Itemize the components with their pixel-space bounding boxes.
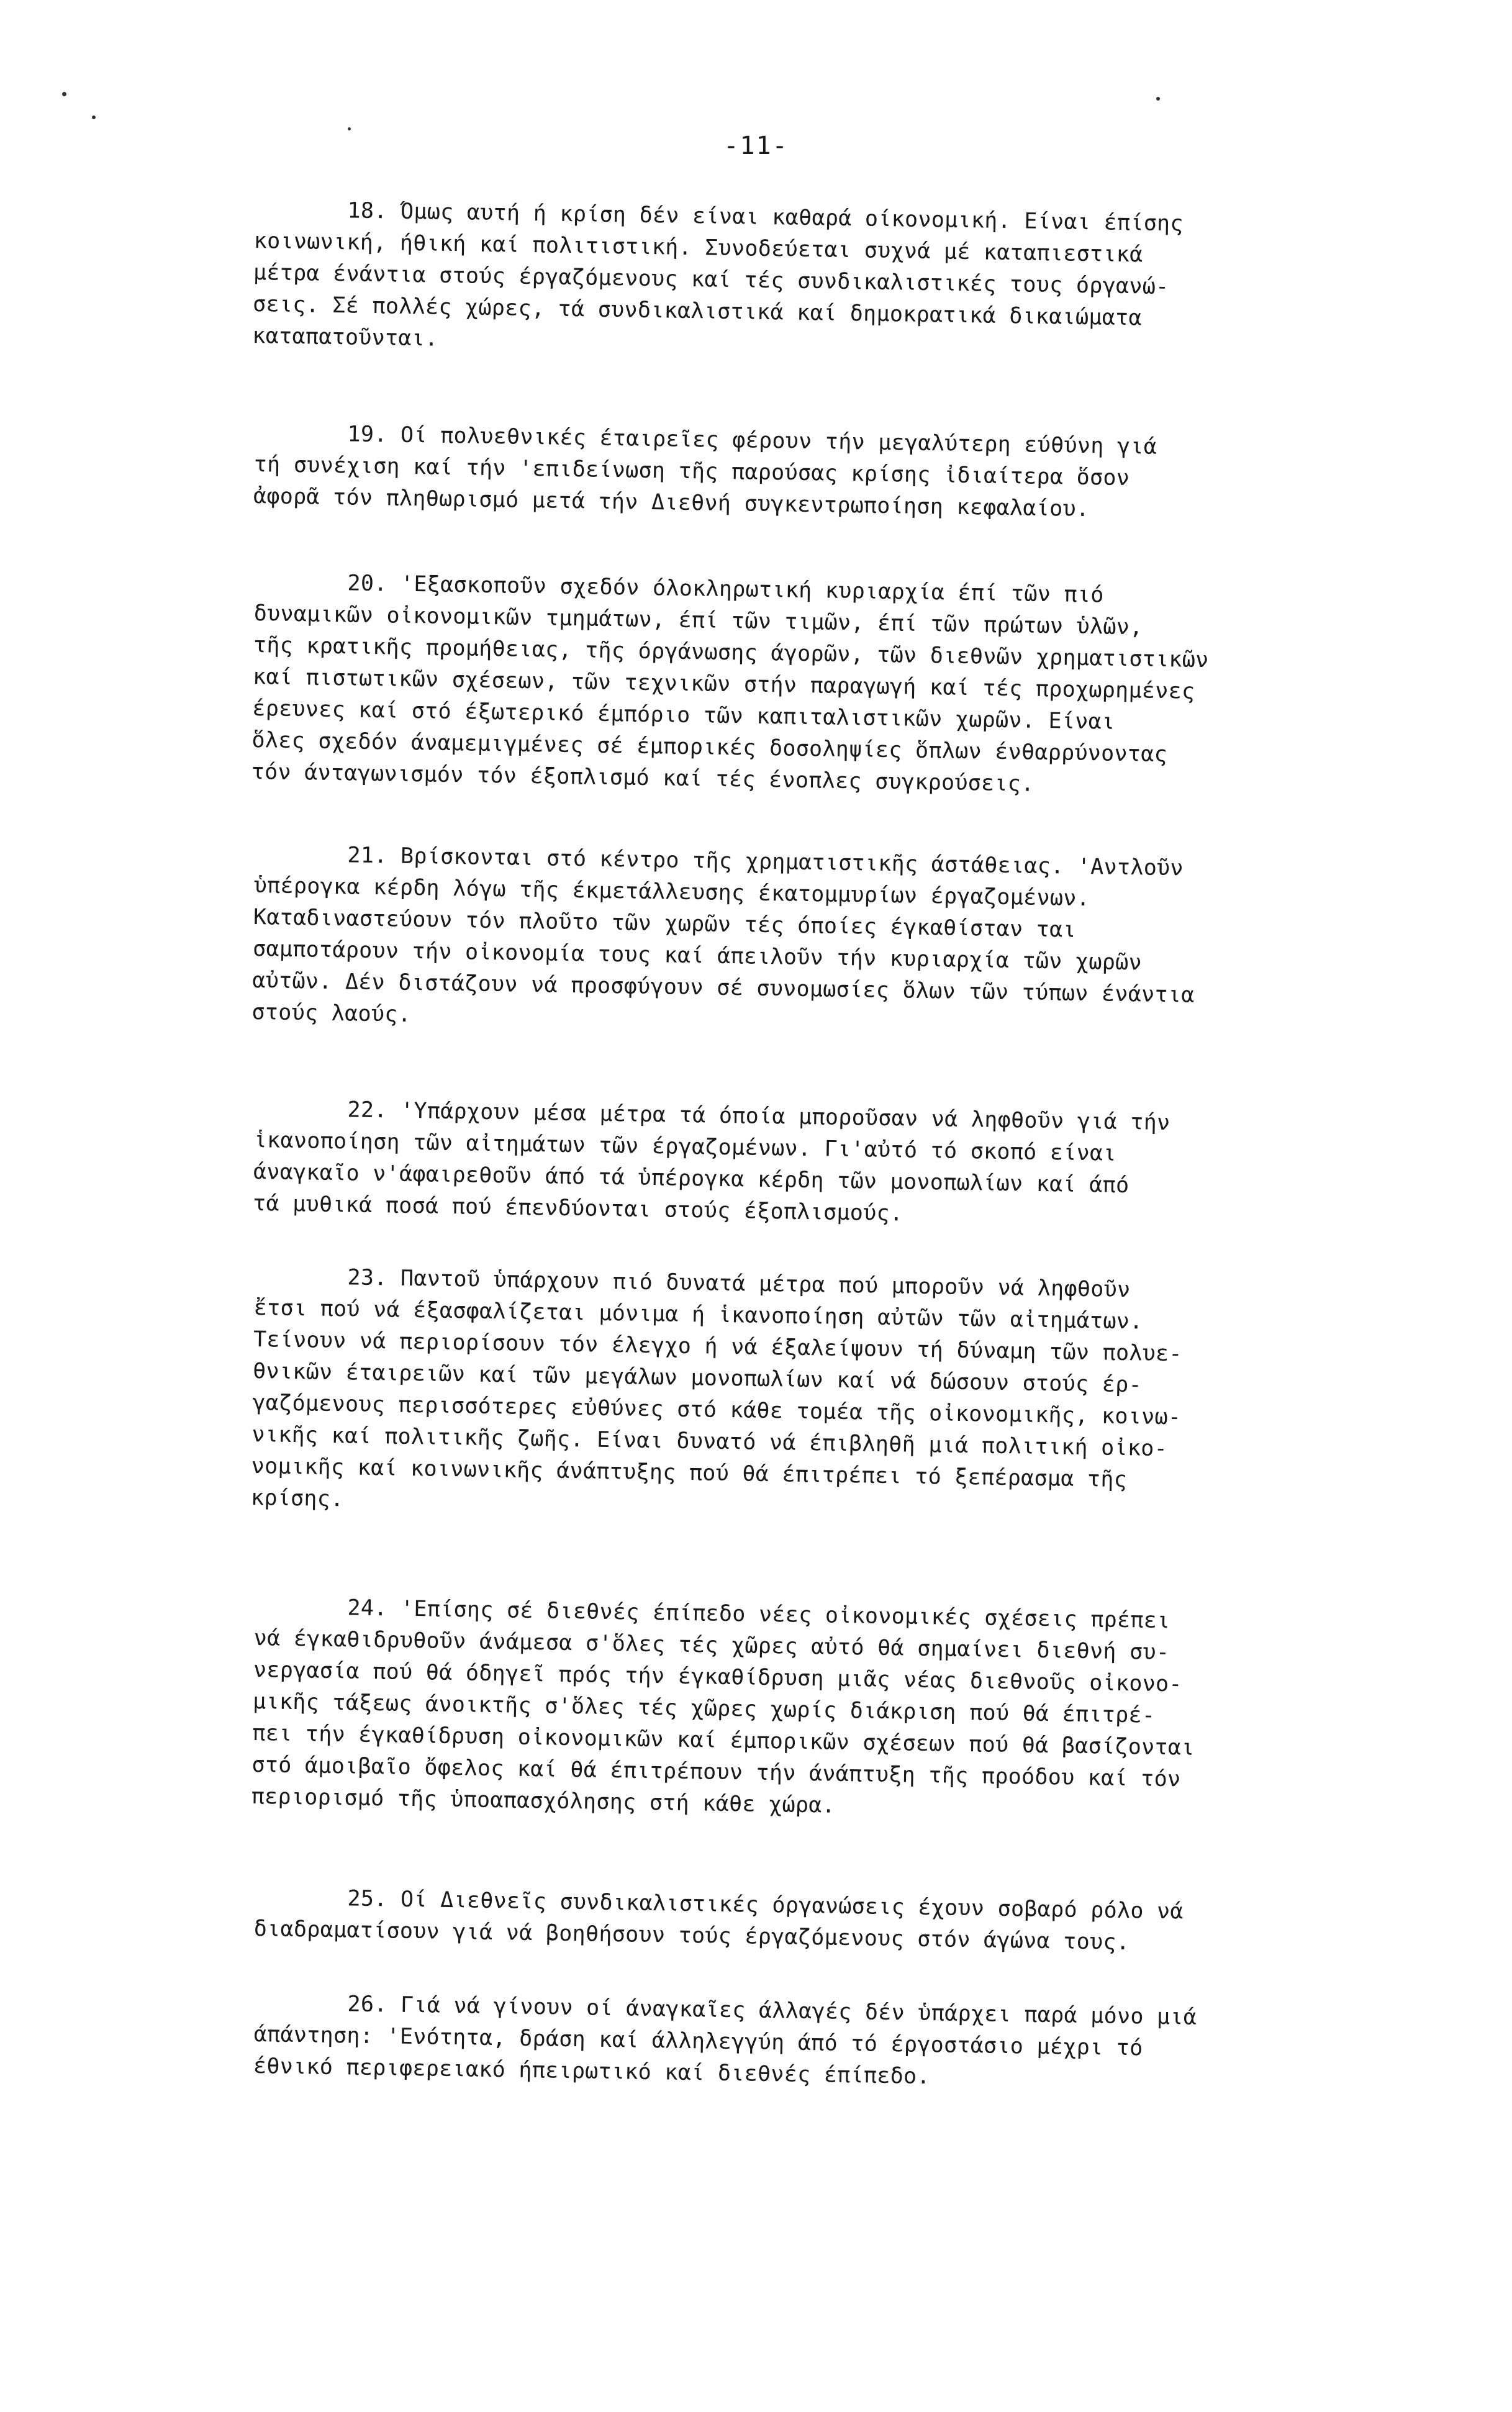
text-line: 23. Παντοῦ ὑπάρχουν πιό δυνατά μέτρα πού μποροῦν νά ληφθοῦν [347, 1265, 1131, 1303]
text-line: στό άμοιβαῖο ὄφελος καί θά έπιτρέπουν τήν άνάπτυξη τῆς προόδου καί τόν [251, 1752, 1181, 1792]
text-line: 25. Οί Διεθνεῖς συνδικαλιστικές όργανώσεις έχουν σοβαρό ρόλο νά [347, 1886, 1184, 1925]
text-line: 18. Όμως αυτή ή κρίση δέν είναι καθαρά οίκονομική. Είναι έπίσης [347, 198, 1184, 237]
text-line: 26. Γιά νά γίνουν οί άναγκαῖες άλλαγές δέν ὑπάρχει παρά μόνο μιά [347, 1992, 1197, 2030]
text-line: δυναμικῶν οἰκονομικῶν τμημάτων, έπί τῶν τιμῶν, έπί τῶν πρώτων ὑλῶν, [253, 601, 1143, 640]
scan-speck [348, 127, 351, 130]
text-line: περιορισμό τῆς ὑποαπασχόλησης στή κάθε χώρα. [251, 1784, 836, 1818]
text-line: έρευνες καί στό έξωτερικό έμπόριο τῶν καπιταλιστικῶν χωρῶν. Είναι [252, 696, 1115, 735]
text-line: καταπατοῦνται. [252, 323, 438, 351]
scan-speck [92, 116, 96, 119]
text-line: θνικῶν έταιρειῶν καί τῶν μεγάλων μονοπωλίων καί νά δώσουν στούς έρ- [252, 1358, 1143, 1398]
text-line: πει τήν έγκαθίδρυση οἰκονομικῶν καί έμπορικῶν σχέσεων πού θά βασίζονται [252, 1720, 1195, 1761]
text-line: γαζόμενους περισσότερες εὐθύνες στό κάθε τομέα τῆς οἰκονομικῆς, κοινω- [252, 1390, 1182, 1430]
text-line: κοινωνική, ήθική καί πολιτιστική. Συνοδεύεται συχνά μέ καταπιεστικά [253, 228, 1143, 268]
text-line: σαμποτάρουν τήν οἰκονομία τους καί άπειλοῦν τήν κυριαρχία τῶν χωρῶν [252, 936, 1143, 976]
paragraph-20 [251, 566, 1316, 805]
text-line: νικῆς καί πολιτικῆς ζωῆς. Είναι δυνατό νά έπιβληθῆ μιά πολιτική οἰκο- [251, 1421, 1168, 1462]
text-line: νομικῆς καί κοινωνικῆς άνάπτυξης πού θά έπιτρέπει τό ξεπέρασμα τῆς [251, 1453, 1128, 1493]
paragraph-22 [253, 1093, 1316, 1236]
paragraph-24 [251, 1591, 1316, 1829]
text-line: ὅλες σχεδόν άναμεμιγμένες σέ έμπορικές δοσοληψίες ὅπλων ένθαρρύνοντας [251, 727, 1168, 768]
text-line: τά μυθικά ποσά πού έπενδύονται στούς έξοπλισμούς. [252, 1190, 903, 1226]
text-line: μικῆς τάξεως άνοικτῆς σ'ὅλες τές χῶρες χωρίς διάκριση πού θά έπιτρέ- [252, 1689, 1156, 1728]
paragraph-18 [252, 194, 1316, 369]
paragraph-25 [253, 1882, 1316, 1962]
text-line: νεργασία πού θά όδηγεῖ πρός τήν έγκαθίδρυση μιᾶς νέας διεθνοῦς οἰκονο- [253, 1657, 1183, 1697]
text-line: σεις. Σέ πολλές χώρες, τά συνδικαλιστικά καί δημοκρατικά δικαιώματα [252, 291, 1143, 331]
text-line: ἀφορᾶ τόν πληθωρισμό μετά τήν Διεθνή συγκεντρωποίηση κεφαλαίου. [253, 483, 1090, 522]
text-line: άπάντηση: 'Ενότητα, δράση καί άλληλεγγύη άπό τό έργοστάσιο μέχρι τό [253, 2021, 1143, 2061]
scan-speck [62, 92, 66, 96]
text-line: 20. 'Εξασκοποῦν σχεδόν όλοκληρωτική κυριαρχία έπί τῶν πιό [347, 571, 1104, 608]
paragraph-23 [251, 1261, 1316, 1531]
text-line: τόν άνταγωνισμόν τόν έξοπλισμό καί τές ένοπλες συγκρούσεις. [251, 759, 1034, 797]
text-line: ἔτσι πού νά έξασφαλίζεται μόνιμα ή ἱκανοποίηση αὐτῶν τῶν αἰτημάτων. [253, 1295, 1143, 1335]
scan-speck [1156, 97, 1160, 101]
text-line: 21. Βρίσκονται στό κέντρο τῆς χρηματιστικῆς άστάθειας. 'Αντλοῦν [347, 843, 1184, 881]
paragraph-21 [251, 838, 1316, 1045]
text-line: αὐτῶν. Δέν διστάζουν νά προσφύγουν σέ συνομωσίες ὅλων τῶν τύπων ένάντια [252, 968, 1195, 1008]
text-line: Καταδιναστεύουν τόν πλοῦτο τῶν χωρῶν τές όποίες έγκαθίσταν ται [253, 904, 1077, 943]
text-line: τῆς κρατικῆς προμήθειας, τῆς όργάνωσης άγορῶν, τῶν διεθνῶν χρηματιστικῶν [253, 632, 1209, 673]
text-line: ἱκανοποίηση τῶν αἰτημάτων τῶν έργαζομένων. Γι'αὐτό τό σκοπό είναι [253, 1127, 1117, 1166]
text-line: τή συνέχιση καί τήν 'επιδείνωση τῆς παρούσας κρίσης ἰδιαίτερα ὅσον [253, 451, 1130, 491]
text-line: ὑπέρογκα κέρδη λόγω τῆς έκμετάλλευσης έκατομμυρίων έργαζομένων. [253, 873, 1090, 912]
text-line: κρίσης. [250, 1485, 344, 1512]
page-number: -11- [723, 132, 789, 160]
text-line: μέτρα ένάντια στούς έργαζόμενους καί τές συνδικαλιστικές τους όργανώ- [253, 260, 1169, 300]
text-line: καί πιστωτικῶν σχέσεων, τῶν τεχνικῶν στήν παραγωγή καί τές προχωρημένες [252, 664, 1195, 704]
text-line: άναγκαῖο ν'άφαιρεθοῦν άπό τά ὑπέρογκα κέρδη τῶν μονοπωλίων καί άπό [253, 1159, 1129, 1199]
text-line: 19. Οί πολυεθνικές έταιρεῖες φέρουν τήν μεγαλύτερη εύθύνη γιά [347, 422, 1157, 460]
text-line: 22. 'Υπάρχουν μέσα μέτρα τά όποία μποροῦσαν νά ληφθοῦν γιά τήν [347, 1097, 1170, 1136]
text-line: νά έγκαθιδρυθοῦν άνάμεσα σ'ὅλες τές χῶρες αὐτό θά σημαίνει διεθνή συ- [253, 1625, 1170, 1666]
text-line: στούς λαούς. [251, 999, 412, 1027]
text-line: 24. 'Επίσης σέ διεθνές έπίπεδο νέες οἰκονομικές σχέσεις πρέπει [347, 1595, 1170, 1634]
text-line: διαδραματίσουν γιά νά βοηθήσουν τούς έργαζόμενους στόν άγώνα τους. [253, 1916, 1130, 1956]
text-line: Τείνουν νά περιορίσουν τόν έλεγχο ή νά έξαλείψουν τή δύναμη τῶν πολυε- [253, 1326, 1183, 1367]
paragraph-26 [253, 1987, 1316, 2099]
paragraph-19 [253, 417, 1316, 529]
text-line: έθνικό περιφερειακό ήπειρωτικό καί διεθνές έπίπεδο. [253, 2053, 931, 2090]
